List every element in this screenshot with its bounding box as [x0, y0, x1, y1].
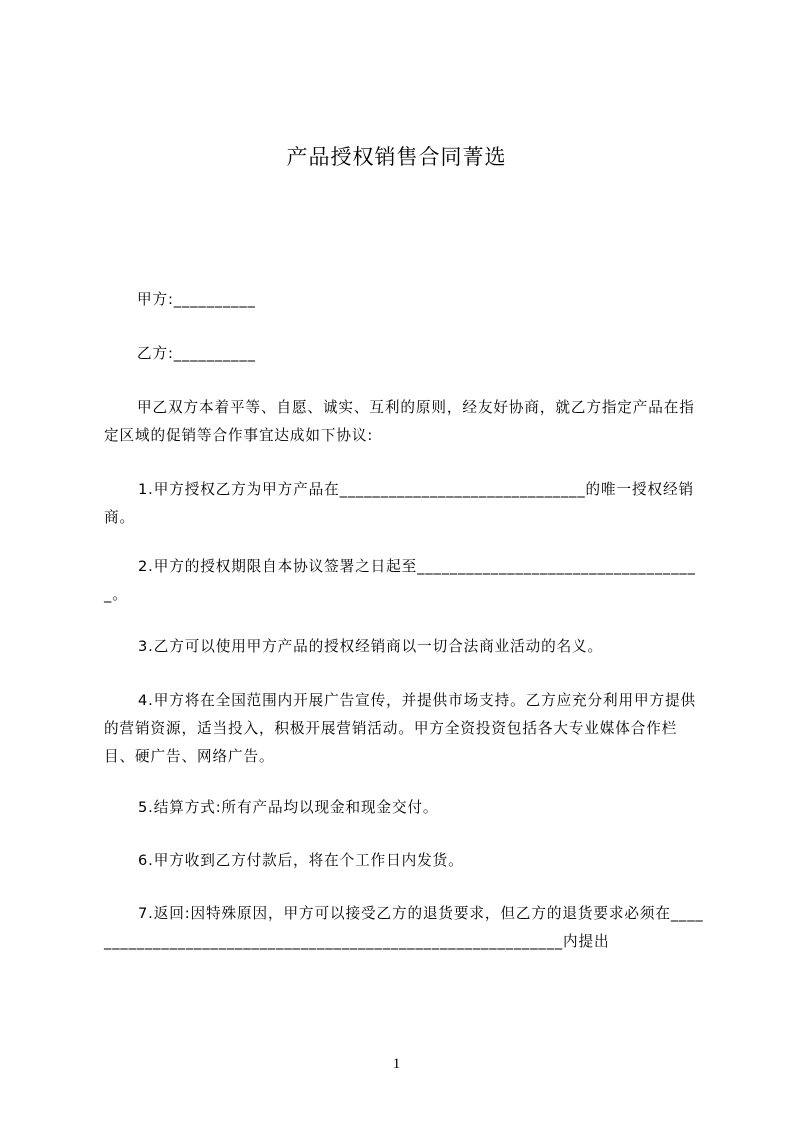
page-number: 1: [392, 1056, 401, 1072]
clause-4: 4.甲方将在全国范围内开展广告宣传，并提供市场支持。乙方应充分利用甲方提供的营销资源，适当投入，积极开展营销活动。甲方全资投资包括各大专业媒体合作栏目、硬广告、网络广告。: [104, 692, 697, 765]
clause-6: 6.甲方收到乙方付款后，将在个工作日内发货。: [138, 852, 464, 869]
document-title: 产品授权销售合同菁选: [286, 145, 507, 169]
clause-7: 7.返回:因特殊原因，甲方可以接受乙方的退货要求，但乙方的退货要求必须在____________________________________________________________内提出: [104, 905, 704, 950]
party-b-line: 乙方:__________: [137, 345, 256, 362]
clause-3: 3.乙方可以使用甲方产品的授权经销商以一切合法商业活动的名义。: [138, 638, 604, 655]
clause-5: 5.结算方式:所有产品均以现金和现金交付。: [138, 799, 439, 816]
clause-2: 2.甲方的授权期限自本协议签署之日起至___________________________________。: [104, 558, 696, 603]
preamble-paragraph: 甲乙双方本着平等、自愿、诚实、互利的原则，经友好协商，就乙方指定产品在指定区域的促销等合作事宜达成如下协议:: [104, 399, 695, 444]
party-a-line: 甲方:__________: [137, 291, 256, 308]
clause-1: 1.甲方授权乙方为甲方产品在______________________________的唯一授权经销商。: [104, 481, 695, 526]
